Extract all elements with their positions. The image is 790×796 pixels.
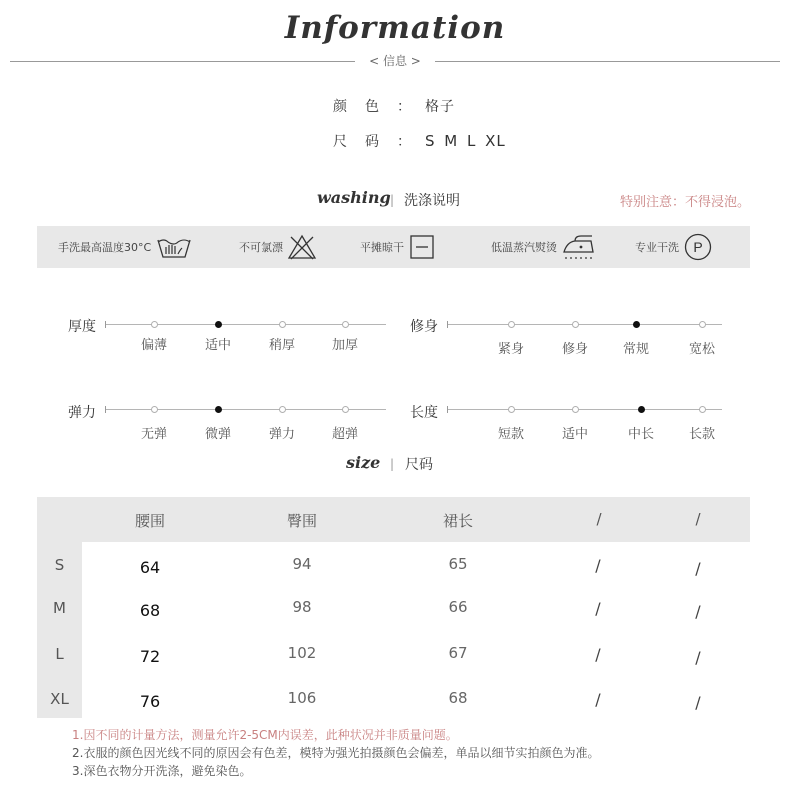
scale-dot-selected: [215, 321, 222, 328]
footnote: 2.衣服的颜色因光线不同的原因会有色差，模特为强光拍摄颜色会偏差，单品以细节实拍颜色为准。: [72, 746, 600, 760]
iron-steam-icon: [561, 232, 597, 262]
size-table-cell: /: [695, 693, 701, 712]
size-table-cell: 102: [287, 644, 317, 662]
color-row: [333, 96, 455, 116]
dry-clean-icon: [683, 232, 713, 262]
scale-dot: [151, 321, 158, 328]
size-table-cell: /: [595, 645, 601, 664]
size-row-label: M: [53, 599, 66, 617]
scale-title: 长度: [410, 405, 438, 421]
size-table-cell: 67: [448, 644, 468, 662]
scale-option-label: 弹力: [268, 427, 295, 442]
scale-dot: [279, 321, 286, 328]
scale-title: 厚度: [68, 319, 96, 335]
wash-label: 不可氯漂: [239, 241, 283, 254]
scale-option-label: 紧身: [497, 342, 524, 357]
scale-option-label: 中长: [627, 427, 654, 442]
size-table-cell: 94: [292, 555, 312, 573]
scale-option-label: 长款: [688, 427, 715, 442]
size-table-header-cell: 臀围: [286, 512, 317, 530]
wash-item-flat-dry: [360, 226, 436, 268]
scale-dot: [508, 406, 515, 413]
scale-cap: [447, 321, 448, 328]
size-table-cell: /: [595, 690, 601, 709]
size-table-cell: /: [695, 602, 701, 621]
scale-dot: [342, 406, 349, 413]
scale-option-label: 稍厚: [268, 338, 295, 353]
washing-separator: |: [390, 193, 395, 207]
scale-dot-selected: [633, 321, 640, 328]
color-label: 颜色：: [333, 99, 429, 115]
size-table-cell: /: [595, 556, 601, 575]
scale-dot: [699, 321, 706, 328]
wash-item-no-bleach: [239, 226, 317, 268]
flat-dry-icon: [408, 233, 436, 261]
size-table-header-cell: 腰围: [134, 512, 165, 530]
scale-cap: [105, 406, 106, 413]
scale-option-label: 常规: [622, 342, 649, 357]
scale-dot: [572, 406, 579, 413]
size-table-cell: 98: [292, 598, 312, 616]
size-title-en: size: [346, 453, 381, 472]
scale-dot: [151, 406, 158, 413]
scale-option-label: 无弹: [140, 427, 167, 442]
size-table-header-cell: /: [695, 510, 701, 528]
scale-option-label: 短款: [497, 427, 524, 442]
scale-option-label: 修身: [561, 342, 588, 357]
wash-label: 平摊晾干: [360, 241, 404, 254]
no-bleach-icon: [287, 234, 317, 260]
scale-track: [447, 409, 722, 410]
scale-title: 修身: [410, 319, 438, 335]
size-table-cell: 68: [448, 689, 468, 707]
color-value: 格子: [425, 99, 455, 115]
scale-dot-selected: [638, 406, 645, 413]
scale-option-label: 加厚: [331, 338, 358, 353]
size-title-cn: 尺码: [405, 457, 433, 473]
scale-dot: [699, 406, 706, 413]
scale-cap: [447, 406, 448, 413]
size-table-cell: 66: [448, 598, 468, 616]
size-table-cell: 72: [139, 647, 161, 666]
size-table-cell: 106: [287, 689, 317, 707]
scale-option-label: 偏薄: [140, 338, 167, 353]
wash-label: 手洗最高温度30°C: [58, 241, 152, 254]
size-table-cell: 65: [448, 555, 468, 573]
scale-track: [447, 324, 722, 325]
page-subtitle: < 信息 >: [0, 52, 790, 69]
washing-title-cn: 洗涤说明: [404, 193, 460, 209]
wash-item-iron: [491, 226, 597, 268]
wash-label: 低温蒸汽熨烫: [491, 241, 557, 254]
footnote: 3.深色衣物分开洗涤，避免染色。: [72, 764, 252, 778]
size-row: [333, 131, 506, 151]
size-table-cell: /: [695, 559, 701, 578]
scale-dot: [572, 321, 579, 328]
size-table-header-cell: 裙长: [442, 512, 473, 530]
scale-dot: [279, 406, 286, 413]
scale-title: 弹力: [68, 405, 96, 421]
size-row-label: S: [54, 556, 65, 574]
scale-dot-selected: [215, 406, 222, 413]
size-table-header-cell: /: [596, 510, 602, 528]
size-value: S M L XL: [425, 132, 506, 150]
scale-option-label: 适中: [204, 338, 231, 353]
washing-title-en: washing: [317, 188, 391, 207]
scale-dot: [342, 321, 349, 328]
scale-option-label: 适中: [561, 427, 588, 442]
wash-item-hand-wash: [58, 226, 193, 268]
svg-text:P: P: [693, 239, 703, 255]
size-row-label: L: [55, 645, 64, 663]
scale-option-label: 超弹: [331, 427, 358, 442]
size-label: 尺码：: [333, 134, 429, 150]
wash-item-dry-clean: [635, 226, 713, 268]
size-table-cell: 76: [139, 692, 161, 711]
scale-dot: [508, 321, 515, 328]
scale-cap: [105, 321, 106, 328]
hand-wash-icon: [155, 234, 193, 260]
wash-label: 专业干洗: [635, 241, 679, 254]
footnote: 1.因不同的计量方法，测量允许2-5CM内误差，此种状况并非质量问题。: [72, 728, 458, 742]
size-row-label: XL: [50, 690, 69, 708]
size-table-cell: /: [695, 648, 701, 667]
page-title: Information: [284, 10, 506, 46]
size-table-cell: /: [595, 599, 601, 618]
scale-option-label: 宽松: [688, 342, 715, 357]
washing-note: 特别注意：不得浸泡。: [620, 195, 751, 210]
size-table-cell: 68: [139, 601, 161, 620]
size-table-cell: 64: [139, 558, 161, 577]
scale-option-label: 微弹: [204, 427, 231, 442]
size-separator: |: [390, 457, 395, 471]
